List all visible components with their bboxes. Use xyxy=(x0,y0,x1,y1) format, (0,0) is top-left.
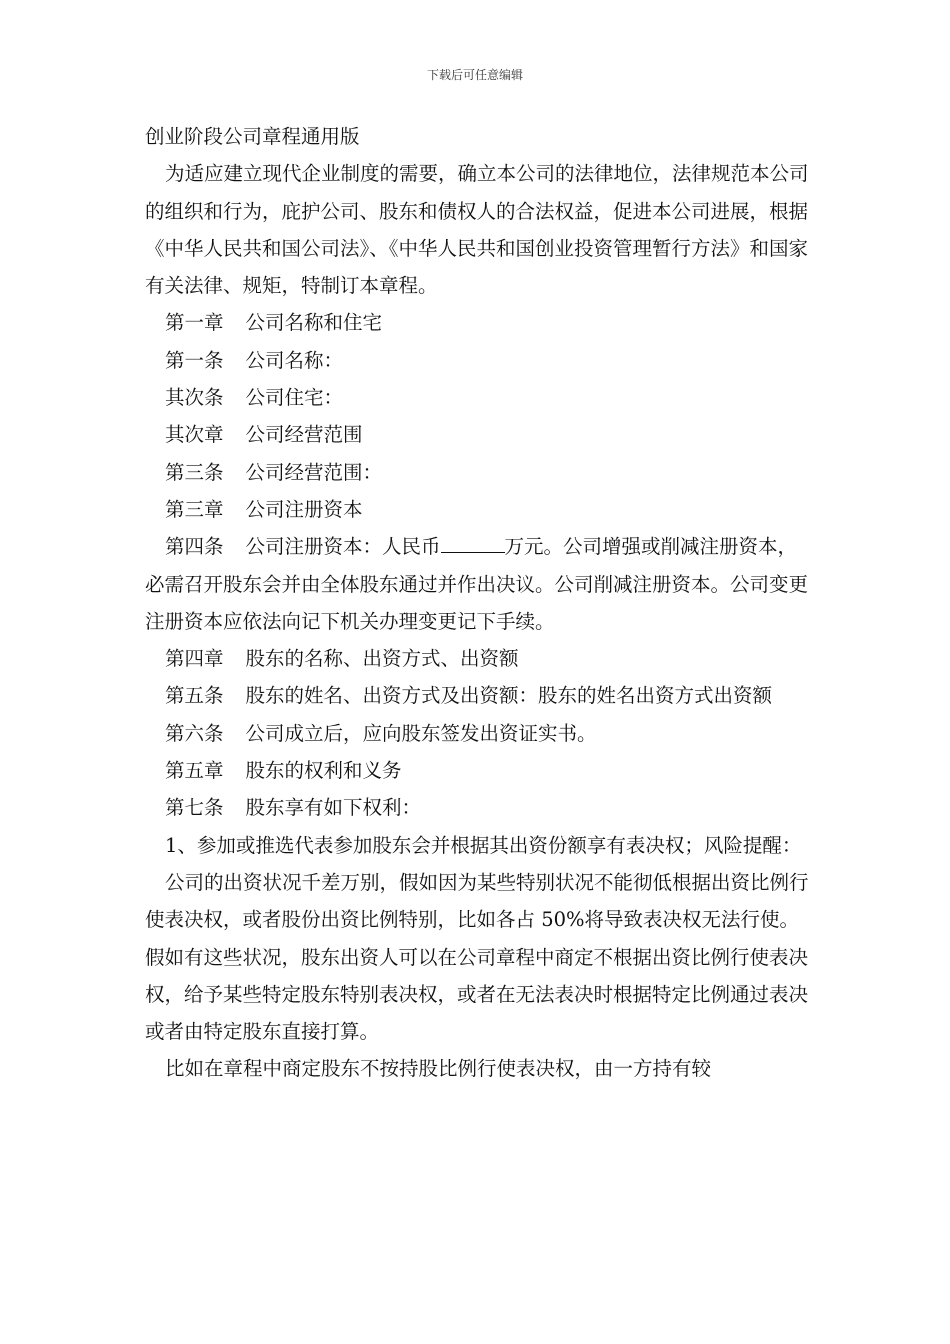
chapter-label: 第四章 xyxy=(165,647,224,671)
chapter-label: 第五章 xyxy=(165,759,224,783)
preamble-paragraph: 为适应建立现代企业制度的需要，确立本公司的法律地位，法律规范本公司的组织和行为，庇护公司、股东和债权人的合法权益，促进本公司进展，根据《中华人民共和国公司法》、《中华人民共和国创业投资管理暂行方法》和国家有关法律、规矩，特制订本章程。 xyxy=(145,162,809,298)
article-6 xyxy=(145,715,810,752)
article-text: 股东的姓名、出资方式及出资额：股东的姓名出资方式出资额 xyxy=(245,684,773,708)
article-label: 第四条 xyxy=(165,535,224,559)
chapter-title: 公司经营范围 xyxy=(245,423,363,447)
article-label: 第七条 xyxy=(165,796,224,820)
document-title: 创业阶段公司章程通用版 xyxy=(145,125,360,148)
chapter-5 xyxy=(145,752,810,789)
article-3 xyxy=(145,454,810,491)
article-label: 第一条 xyxy=(165,348,224,372)
article-text-before-blank: 公司注册资本：人民币 xyxy=(245,535,441,559)
chapter-4 xyxy=(145,640,810,677)
amount-blank xyxy=(441,532,505,553)
chapter-1 xyxy=(145,304,810,341)
list-item-1: 1、参加或推选代表参加股东会并根据其出资份额享有表决权；风险提醒： xyxy=(165,833,802,857)
article-text: 公司经营范围： xyxy=(245,460,383,484)
document-body xyxy=(145,118,810,1088)
chapter-label: 第三章 xyxy=(165,497,224,521)
article-text: 股东享有如下权利： xyxy=(245,796,422,820)
article-text: 公司住宅： xyxy=(245,386,344,410)
article-text-after-blank: 万元。公司增强或削减注册资本，必需召开股东会并由全体股东通过并作出决议。公司削减注册资本。公司变更注册资本应依法向记下机关办理变更记下手续。 xyxy=(145,535,809,633)
article-4 xyxy=(145,528,810,640)
article-1 xyxy=(145,342,810,379)
chapter-title: 公司注册资本 xyxy=(245,497,363,521)
chapter-label: 其次章 xyxy=(165,423,224,447)
risk-paragraph-1: 公司的出资状况千差万别，假如因为某些特别状况不能彻低根据出资比例行使表决权，或者股份出资比例特别，比如各占 50%将导致表决权无法行使。假如有这些状况，股东出资人可以在公司章程中商定不根据出资比例行使表决权，给予某些特定股东特别表决权，或者在无法表决时根据特定比例通过表决或者由特定股东直接打算。 xyxy=(145,870,809,1044)
risk-paragraph-2: 比如在章程中商定股东不按持股比例行使表决权，由一方持有较 xyxy=(165,1057,712,1081)
article-5 xyxy=(145,677,810,714)
chapter-title: 股东的权利和义务 xyxy=(245,759,402,783)
article-label: 第六条 xyxy=(165,721,224,745)
article-2 xyxy=(145,379,810,416)
article-text: 公司名称： xyxy=(245,348,344,372)
page-header: 下载后可任意编辑 xyxy=(426,68,523,82)
chapter-title: 股东的名称、出资方式、出资额 xyxy=(245,647,519,671)
article-label: 第三条 xyxy=(165,460,224,484)
chapter-3 xyxy=(145,491,810,528)
chapter-label: 第一章 xyxy=(165,311,224,335)
article-7 xyxy=(145,789,810,826)
article-text: 公司成立后，应向股东签发出资证实书。 xyxy=(245,721,597,745)
chapter-2 xyxy=(145,416,810,453)
article-label: 其次条 xyxy=(165,386,224,410)
chapter-title: 公司名称和住宅 xyxy=(245,311,383,335)
article-label: 第五条 xyxy=(165,684,224,708)
